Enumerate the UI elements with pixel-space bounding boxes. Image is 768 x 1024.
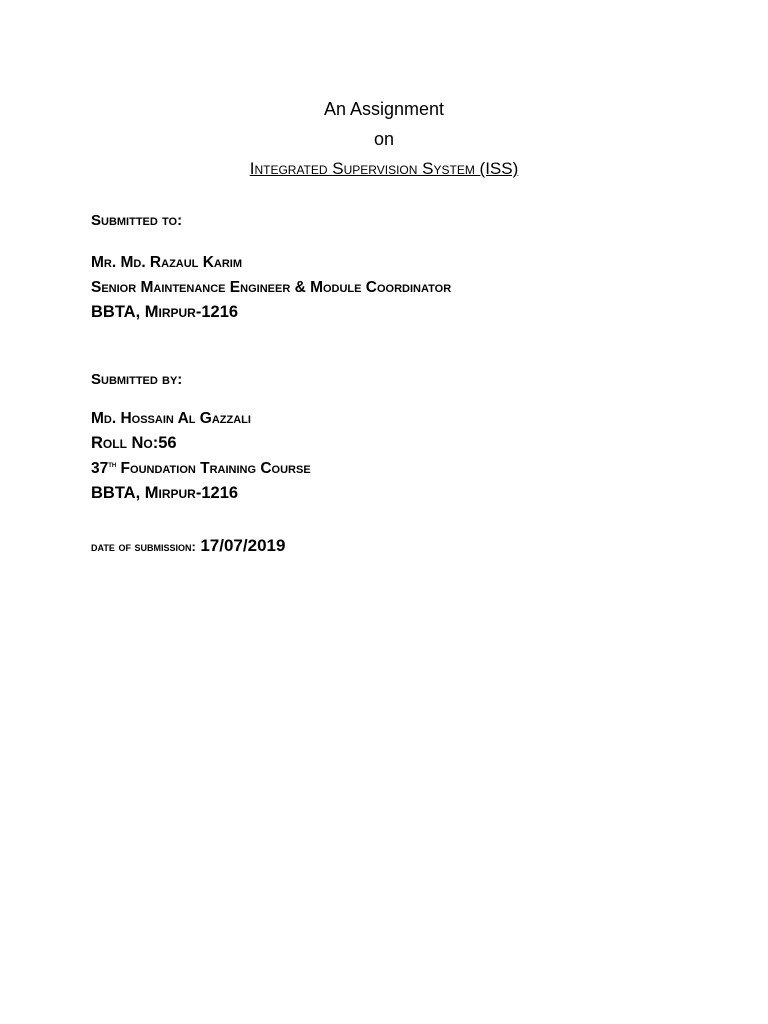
title-line: An Assignment — [323, 99, 445, 119]
recipient-name: Mr. Md. Razaul Karim — [91, 254, 243, 271]
submitter-name: Md. Hossain Al Gazzali — [91, 410, 251, 427]
date-label: date of submission: — [91, 539, 196, 554]
title-block — [0, 94, 768, 184]
submitter-organization: BBTA, Mirpur-1216 — [91, 484, 239, 502]
course-name: Foundation Training Course — [116, 460, 311, 477]
recipient-designation: Senior Maintenance Engineer & Module Coordinator — [91, 279, 452, 296]
submitted-by-section — [91, 369, 311, 506]
title-connector: on — [373, 129, 395, 149]
course-ordinal-suffix: th — [108, 458, 117, 469]
submitted-to-section — [91, 210, 451, 325]
date-section — [91, 536, 285, 556]
submitter-roll: Roll No:56 — [91, 434, 177, 452]
course-number: 37 — [91, 460, 109, 477]
submitted-by-heading: Submitted by: — [91, 371, 183, 388]
submitted-to-heading: Submitted to: — [91, 212, 183, 229]
submitter-course — [91, 456, 311, 481]
assignment-subject: Integrated Supervision System (ISS) — [249, 159, 519, 178]
recipient-organization: BBTA, Mirpur-1216 — [91, 303, 239, 321]
date-value: 17/07/2019 — [200, 536, 286, 555]
